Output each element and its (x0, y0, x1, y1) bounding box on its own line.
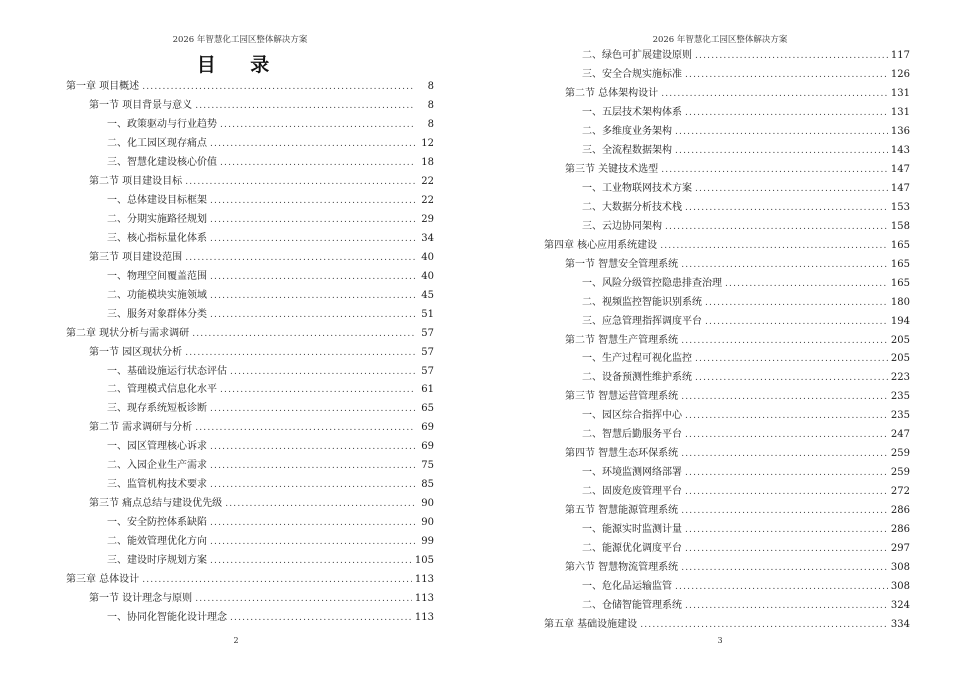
toc-title: 目 录 (196, 54, 284, 76)
toc-entry[interactable] (0, 495, 434, 514)
toc-entry-label: 二、固废危废管理平台 (582, 486, 682, 498)
toc-entry-label: 二、智慧后勤服务平台 (582, 429, 682, 441)
toc-entry-label: 一、物理空间覆盖范围 (107, 270, 207, 282)
toc-entry-page: 297 (890, 542, 910, 554)
toc-entry-label: 一、总体建设目标框架 (107, 195, 207, 207)
toc-entry-page: 147 (890, 164, 910, 176)
toc-entry-label: 第一节 园区现状分析 (89, 346, 183, 358)
toc-entry[interactable] (0, 381, 434, 400)
toc-entry[interactable] (0, 570, 434, 589)
toc-entry[interactable] (0, 135, 434, 154)
toc-entry-page: 235 (890, 391, 910, 403)
toc-entry-page: 126 (890, 69, 910, 81)
toc-entry-label: 一、安全防控体系缺陷 (107, 517, 207, 529)
toc-entry-page: 22 (421, 195, 434, 207)
dot-leader (210, 138, 415, 150)
toc-entry-label: 一、环境监测网络部署 (582, 467, 682, 479)
toc-entry-page: 117 (890, 50, 910, 62)
dot-leader (210, 479, 415, 491)
toc-entry-page: 85 (421, 479, 434, 491)
page-number: 3 (717, 636, 723, 645)
toc-entry-label: 一、政策驱动与行业趋势 (107, 119, 217, 131)
toc-entry-label: 二、功能模块实施领域 (107, 289, 207, 301)
toc-entry[interactable] (0, 589, 434, 608)
dot-leader (675, 581, 888, 593)
dot-leader (185, 347, 415, 359)
dot-leader (681, 562, 888, 574)
running-head: 2026 年智慧化工园区整体解决方案 (652, 35, 788, 45)
dot-leader (695, 50, 888, 62)
toc-entry-page: 205 (890, 334, 910, 346)
toc-entry-label: 第三节 痛点总结与建设优先级 (89, 498, 223, 510)
toc-entry-label: 第二节 智慧生产管理系统 (565, 334, 679, 346)
toc-entry-label: 第六节 智慧物流管理系统 (565, 561, 679, 573)
toc-entry-label: 三、服务对象群体分类 (107, 308, 207, 320)
dot-leader (210, 555, 412, 567)
dot-leader (210, 214, 415, 226)
toc-entry-page: 75 (421, 460, 434, 472)
dot-leader (675, 126, 888, 138)
toc-entry-page: 99 (421, 535, 434, 547)
toc-entry[interactable] (480, 123, 910, 142)
dot-leader (681, 505, 888, 517)
toc-entry-page: 247 (890, 429, 910, 441)
dot-leader (661, 164, 888, 176)
toc-entry[interactable] (0, 343, 434, 362)
toc-entry-label: 二、管理模式信息化水平 (107, 384, 217, 396)
toc-list (480, 47, 960, 634)
toc-entry[interactable] (480, 85, 910, 104)
toc-entry[interactable] (480, 483, 910, 502)
toc-entry[interactable] (0, 211, 434, 230)
toc-entry-label: 三、核心指标量化体系 (107, 232, 207, 244)
toc-entry-label: 三、建设时序规划方案 (107, 554, 207, 566)
dot-leader (685, 524, 888, 536)
toc-entry-label: 三、智慧化建设核心价值 (107, 157, 217, 169)
toc-entry-page: 113 (414, 611, 434, 623)
toc-entry-label: 一、能源实时监测计量 (582, 523, 682, 535)
toc-entry-page: 29 (421, 214, 434, 226)
toc-entry-label: 二、入园企业生产需求 (107, 460, 207, 472)
toc-entry-label: 第二节 总体架构设计 (565, 88, 659, 100)
dot-leader (705, 297, 888, 309)
dot-leader (210, 441, 415, 453)
toc-entry[interactable] (0, 608, 434, 627)
toc-entry[interactable] (0, 400, 434, 419)
toc-entry[interactable] (480, 388, 910, 407)
toc-entry[interactable] (0, 248, 434, 267)
dot-leader (210, 290, 415, 302)
toc-entry-label: 第四节 智慧生态环保系统 (565, 448, 679, 460)
toc-entry-page: 113 (414, 592, 434, 604)
dot-leader (230, 366, 415, 378)
toc-entry[interactable] (480, 350, 910, 369)
toc-entry[interactable] (480, 199, 910, 218)
toc-entry[interactable] (480, 47, 910, 66)
toc-entry-label: 第二章 现状分析与需求调研 (66, 327, 190, 339)
toc-entry-page: 45 (421, 289, 434, 301)
toc-entry-label: 三、应急管理指挥调度平台 (582, 315, 702, 327)
toc-entry[interactable] (480, 236, 910, 255)
toc-entry[interactable] (0, 324, 434, 343)
dot-leader (210, 233, 415, 245)
toc-entry-page: 165 (890, 239, 910, 251)
dot-leader (230, 612, 412, 624)
toc-entry-label: 第三章 总体设计 (66, 573, 140, 585)
toc-entry[interactable] (480, 502, 910, 521)
toc-entry-label: 一、园区综合指挥中心 (582, 410, 682, 422)
toc-entry[interactable] (480, 331, 910, 350)
dot-leader (210, 309, 415, 321)
toc-entry[interactable] (480, 558, 910, 577)
toc-entry-page: 165 (890, 277, 910, 289)
dot-leader (142, 81, 415, 93)
toc-entry-page: 90 (421, 498, 434, 510)
toc-entry[interactable] (480, 312, 910, 331)
toc-entry-page: 40 (421, 251, 434, 263)
dot-leader (192, 328, 415, 340)
toc-entry-label: 第二节 项目建设目标 (89, 176, 183, 188)
toc-entry-label: 一、生产过程可视化监控 (582, 353, 692, 365)
running-head: 2026 年智慧化工园区整体解决方案 (172, 35, 308, 45)
toc-entry[interactable] (0, 192, 434, 211)
toc-entry-page: 113 (414, 573, 434, 585)
toc-entry-label: 三、现存系统短板诊断 (107, 403, 207, 415)
dot-leader (220, 157, 415, 169)
toc-entry-page: 286 (890, 504, 910, 516)
toc-entry-page: 131 (890, 88, 910, 100)
dot-leader (685, 410, 888, 422)
toc-entry-page: 286 (890, 523, 910, 535)
toc-entry-page: 165 (890, 258, 910, 270)
toc-entry[interactable] (480, 464, 910, 483)
toc-entry-label: 一、园区管理核心诉求 (107, 441, 207, 453)
dot-leader (675, 145, 888, 157)
dot-leader (681, 259, 888, 271)
toc-entry[interactable] (0, 116, 434, 135)
toc-entry-label: 二、能源优化调度平台 (582, 542, 682, 554)
toc-entry-label: 二、分期实施路径规划 (107, 214, 207, 226)
toc-entry[interactable] (480, 161, 910, 180)
toc-entry-page: 131 (890, 107, 910, 119)
toc-entry[interactable] (0, 97, 434, 116)
toc-entry[interactable] (480, 293, 910, 312)
dot-leader (695, 372, 888, 384)
page-number: 2 (233, 636, 239, 645)
dot-leader (661, 88, 888, 100)
toc-entry[interactable] (480, 539, 910, 558)
toc-entry-page: 136 (890, 126, 910, 138)
toc-entry-label: 三、监管机构技术要求 (107, 479, 207, 491)
dot-leader (685, 543, 888, 555)
toc-entry-label: 一、五层技术架构体系 (582, 107, 682, 119)
toc-entry-page: 8 (427, 119, 434, 131)
toc-entry-page: 8 (427, 81, 434, 93)
dot-leader (685, 600, 888, 612)
toc-entry-label: 第一节 设计理念与原则 (89, 592, 193, 604)
toc-entry-page: 324 (890, 599, 910, 611)
toc-entry-label: 一、危化品运输监管 (582, 580, 672, 592)
dot-leader (681, 448, 888, 460)
dot-leader (220, 119, 415, 131)
toc-entry-label: 一、工业物联网技术方案 (582, 183, 692, 195)
toc-entry[interactable] (480, 369, 910, 388)
dot-leader (210, 403, 415, 415)
toc-entry-page: 90 (421, 517, 434, 529)
toc-entry-label: 二、大数据分析技术栈 (582, 201, 682, 213)
toc-list (0, 78, 480, 627)
toc-entry-label: 三、云边协同架构 (582, 220, 662, 232)
toc-entry[interactable] (480, 274, 910, 293)
dot-leader (660, 240, 888, 252)
toc-entry-label: 第一章 项目概述 (66, 81, 140, 93)
dot-leader (705, 316, 888, 328)
toc-entry-page: 40 (421, 270, 434, 282)
toc-entry-page: 34 (421, 232, 434, 244)
dot-leader (195, 593, 412, 605)
toc-entry-page: 272 (890, 486, 910, 498)
toc-entry[interactable] (480, 596, 910, 615)
toc-entry-page: 235 (890, 410, 910, 422)
dot-leader (210, 517, 415, 529)
toc-entry-label: 二、仓储智能管理系统 (582, 599, 682, 611)
toc-entry[interactable] (0, 476, 434, 495)
dot-leader (695, 183, 888, 195)
toc-entry-label: 二、能效管理优化方向 (107, 535, 207, 547)
toc-entry[interactable] (0, 551, 434, 570)
toc-entry-label: 第三节 关键技术选型 (565, 164, 659, 176)
toc-entry[interactable] (0, 267, 434, 286)
toc-entry-page: 65 (421, 403, 434, 415)
toc-entry[interactable] (0, 362, 434, 381)
toc-entry[interactable] (480, 255, 910, 274)
toc-entry[interactable] (480, 577, 910, 596)
toc-entry[interactable] (0, 154, 434, 173)
dot-leader (685, 486, 888, 498)
toc-entry-page: 158 (890, 220, 910, 232)
toc-entry[interactable] (480, 104, 910, 123)
toc-entry-page: 194 (890, 315, 910, 327)
dot-leader (225, 498, 415, 510)
toc-entry[interactable] (480, 615, 910, 634)
dot-leader (210, 195, 415, 207)
toc-entry-page: 143 (890, 145, 910, 157)
toc-entry-page: 105 (414, 554, 434, 566)
toc-entry-label: 二、多维度业务架构 (582, 126, 672, 138)
toc-entry[interactable] (0, 173, 434, 192)
toc-entry-label: 第二节 需求调研与分析 (89, 422, 193, 434)
dot-leader (685, 202, 888, 214)
toc-entry[interactable] (0, 438, 434, 457)
toc-entry-page: 308 (890, 580, 910, 592)
toc-entry[interactable] (480, 520, 910, 539)
toc-entry-label: 二、绿色可扩展建设原则 (582, 50, 692, 62)
toc-entry-label: 二、视频监控智能识别系统 (582, 296, 702, 308)
toc-page-right (480, 0, 960, 682)
dot-leader (685, 467, 888, 479)
toc-entry-label: 第一节 智慧安全管理系统 (565, 258, 679, 270)
toc-entry[interactable] (480, 66, 910, 85)
toc-entry-page: 334 (890, 618, 910, 630)
dot-leader (185, 252, 415, 264)
toc-entry-label: 第一节 项目背景与意义 (89, 100, 193, 112)
dot-leader (685, 429, 888, 441)
toc-entry[interactable] (480, 180, 910, 199)
toc-entry-page: 57 (421, 365, 434, 377)
dot-leader (195, 100, 415, 112)
toc-entry-label: 第三节 项目建设范围 (89, 251, 183, 263)
dot-leader (665, 221, 888, 233)
dot-leader (185, 176, 415, 188)
toc-entry-page: 223 (890, 372, 910, 384)
dot-leader (681, 391, 888, 403)
toc-entry-label: 二、化工园区现存痛点 (107, 138, 207, 150)
toc-entry-page: 22 (421, 176, 434, 188)
toc-entry[interactable] (0, 514, 434, 533)
toc-entry-page: 61 (421, 384, 434, 396)
toc-entry[interactable] (0, 533, 434, 552)
toc-entry-label: 三、安全合规实施标准 (582, 69, 682, 81)
dot-leader (195, 422, 415, 434)
toc-entry[interactable] (0, 230, 434, 249)
toc-entry[interactable] (480, 445, 910, 464)
toc-entry-page: 259 (890, 467, 910, 479)
toc-entry[interactable] (0, 286, 434, 305)
toc-entry-label: 一、协同化智能化设计理念 (107, 611, 227, 623)
toc-entry-page: 153 (890, 201, 910, 213)
toc-entry-page: 69 (421, 422, 434, 434)
dot-leader (695, 353, 888, 365)
dot-leader (210, 536, 415, 548)
dot-leader (210, 271, 415, 283)
toc-entry-page: 18 (421, 157, 434, 169)
toc-entry-page: 57 (421, 346, 434, 358)
toc-entry-label: 二、设备预测性维护系统 (582, 372, 692, 384)
toc-entry[interactable] (0, 419, 434, 438)
dot-leader (685, 69, 888, 81)
dot-leader (685, 107, 888, 119)
dot-leader (725, 278, 888, 290)
toc-entry-page: 259 (890, 448, 910, 460)
toc-entry-label: 第五章 基础设施建设 (544, 618, 638, 630)
toc-entry[interactable] (0, 78, 434, 97)
toc-entry-page: 8 (427, 100, 434, 112)
dot-leader (210, 460, 415, 472)
toc-entry-label: 三、全流程数据架构 (582, 145, 672, 157)
dot-leader (142, 574, 412, 586)
toc-entry-page: 51 (421, 308, 434, 320)
toc-entry-page: 57 (421, 327, 434, 339)
toc-entry-page: 205 (890, 353, 910, 365)
toc-entry[interactable] (480, 407, 910, 426)
toc-entry-label: 第五节 智慧能源管理系统 (565, 504, 679, 516)
toc-entry[interactable] (0, 305, 434, 324)
toc-entry-page: 69 (421, 441, 434, 453)
dot-leader (681, 335, 888, 347)
dot-leader (640, 619, 888, 631)
toc-entry-label: 一、基础设施运行状态评估 (107, 365, 227, 377)
toc-entry-page: 12 (421, 138, 434, 150)
toc-entry-page: 147 (890, 183, 910, 195)
toc-entry-label: 第四章 核心应用系统建设 (544, 239, 658, 251)
toc-entry-label: 第三节 智慧运营管理系统 (565, 391, 679, 403)
toc-entry[interactable] (480, 426, 910, 445)
toc-entry[interactable] (0, 457, 434, 476)
toc-entry-page: 308 (890, 561, 910, 573)
toc-entry[interactable] (480, 142, 910, 161)
toc-entry-page: 180 (890, 296, 910, 308)
dot-leader (220, 384, 415, 396)
toc-entry-label: 一、风险分级管控隐患排查治理 (582, 277, 722, 289)
toc-entry[interactable] (480, 217, 910, 236)
